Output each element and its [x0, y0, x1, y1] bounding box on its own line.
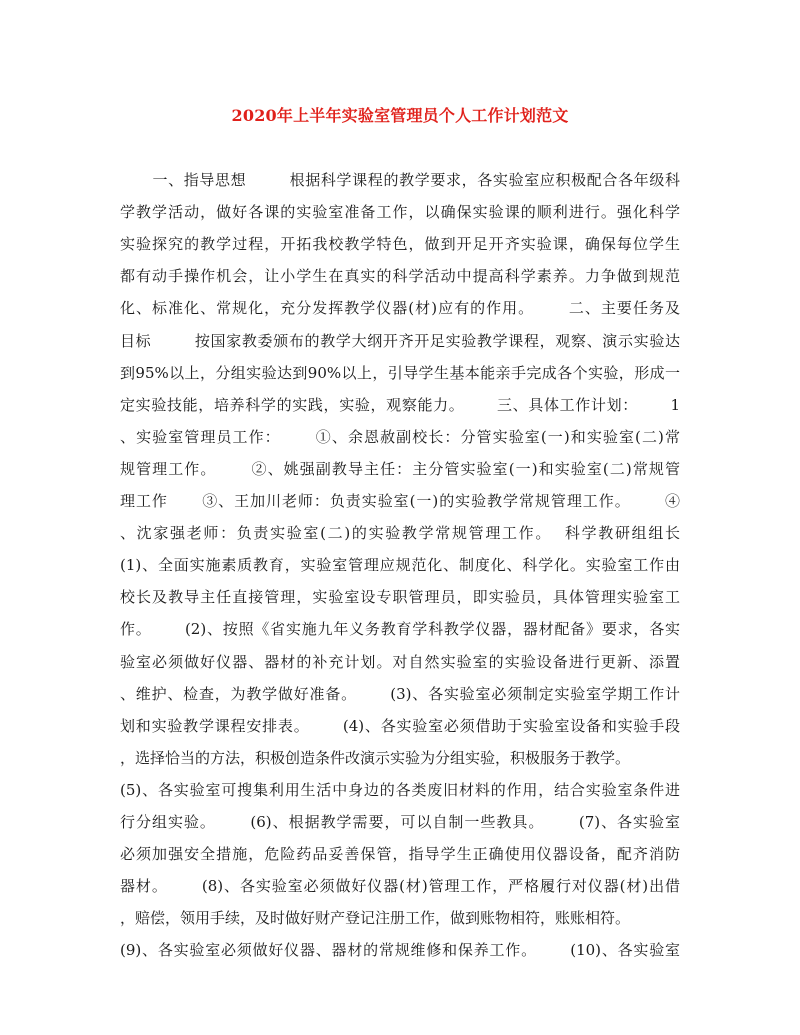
body-text-line: (1)、全面实施素质教育，实验室管理应规范化、制度化、科学化。实验室工作由 — [120, 556, 680, 575]
body-text-line: 目标 按国家教委颁布的教学大纲开齐开足实验教学课程，观察、演示实验达 — [120, 331, 680, 350]
body-text-line: 必须加强安全措施，危险药品妥善保管，指导学生正确使用仪器设备，配齐消防 — [120, 845, 680, 864]
body-text-line: 实验探究的教学过程，开拓我校教学特色，做到开足开齐实验课，确保每位学生 — [120, 235, 680, 254]
body-text-line: 划和实验教学课程安排表。 (4)、各实验室必须借助于实验室设备和实验手段 — [120, 716, 680, 735]
body-text-line: 化、标准化、常规化，充分发挥教学仪器(材)应有的作用。 二、主要任务及 — [120, 299, 680, 318]
body-text-line: 、实验室管理员工作： ①、余恩赦副校长：分管实验室(一)和实验室(二)常 — [120, 427, 680, 446]
body-text-line: ，选择恰当的方法，积极创造条件改演示实验为分组实验，积极服务于教学。 — [120, 748, 631, 767]
body-text-line: 、维护、检查，为教学做好准备。 (3)、各实验室必须制定实验室学期工作计 — [120, 684, 680, 703]
body-text-line: 、沈家强老师：负责实验室(二)的实验教学常规管理工作。 科学教研组组长 — [120, 524, 680, 543]
body-text-line: 一、指导思想 根据科学课程的教学要求，各实验室应积极配合各年级科 — [120, 171, 680, 189]
body-text-line: (5)、各实验室可搜集利用生活中身边的各类废旧材料的作用，结合实验室条件进 — [120, 780, 680, 799]
body-text-line: 规管理工作。 ②、姚强副教导主任：主分管实验室(一)和实验室(二)常规管 — [120, 459, 680, 478]
body-text-line: ，赔偿，领用手续，及时做好财产登记注册工作，做到账物相符，账账相符。 — [120, 909, 631, 928]
body-text-line: 验室必须做好仪器、器材的补充计划。对自然实验室的实验设备进行更新、添置 — [120, 652, 680, 671]
body-text-line: 理工作 ③、王加川老师：负责实验室(一)的实验教学常规管理工作。 ④ — [120, 492, 680, 510]
body-text-line: 校长及教导主任直接管理，实验室设专职管理员，即实验员，具体管理实验室工 — [120, 588, 680, 607]
body-text-line: 作。 (2)、按照《省实施九年义务教育学科教学仪器，器材配备》要求，各实 — [120, 620, 680, 639]
body-text-line: 学教学活动，做好各课的实验室准备工作，以确保实验课的顺利进行。强化科学 — [120, 203, 680, 222]
body-text-line: 到95%以上，分组实验达到90%以上，引导学生基本能亲手完成各个实验，形成一 — [120, 363, 680, 382]
body-text-line: 定实验技能，培养科学的实践，实验，观察能力。 三、具体工作计划： 1 — [120, 395, 680, 414]
body-text-line: (9)、各实验室必须做好仪器、器材的常规维修和保养工作。 (10)、各实验室 — [120, 941, 680, 960]
document-title: 2020年上半年实验室管理员个人工作计划范文 — [231, 106, 569, 125]
body-text-line: 器材。 (8)、各实验室必须做好仪器(材)管理工作，严格履行对仪器(材)出借 — [120, 877, 680, 896]
body-text-line: 都有动手操作机会，让小学生在真实的科学活动中提高科学素养。力争做到规范 — [120, 267, 680, 286]
body-text-line: 行分组实验。 (6)、根据教学需要，可以自制一些教具。 (7)、各实验室 — [120, 813, 680, 831]
